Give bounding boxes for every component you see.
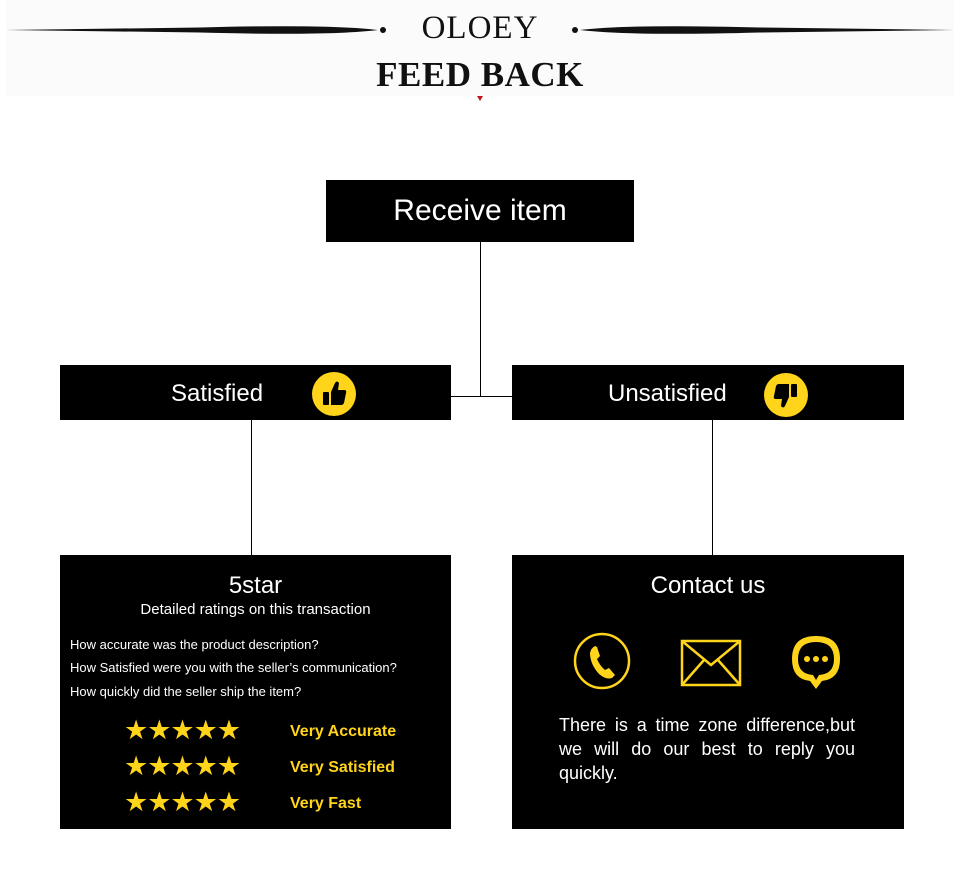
page-title: FEED BACK (376, 55, 584, 94)
satisfied-box (60, 365, 451, 420)
star-rating-communication: ★★★★★ (124, 751, 241, 781)
rating-label-communication: Very Satisfied (290, 759, 395, 776)
unsatisfied-box (512, 365, 904, 420)
rating-panel-title: 5star (228, 572, 283, 599)
satisfied-label: Satisfied (171, 380, 264, 407)
receive-item-box (326, 180, 634, 242)
phone-icon[interactable] (573, 632, 631, 690)
contact-message: There is a time zone difference,but we will do our best to reply you quickly. (559, 715, 855, 783)
question-communication: How Satisfied were you with the seller’s communication? (70, 660, 397, 675)
connector-satisfied-down (251, 420, 252, 555)
question-shipping: How quickly did the seller ship the item? (70, 684, 302, 699)
unsatisfied-label: Unsatisfied (608, 380, 727, 407)
question-accuracy: How accurate was the product description? (70, 637, 319, 652)
red-triangle-marker (477, 96, 483, 101)
rating-panel-subtitle: Detailed ratings on this transaction (140, 601, 371, 618)
brand-name: OLOEY (421, 10, 539, 46)
rating-panel (60, 555, 451, 829)
contact-panel (512, 555, 904, 829)
thumbs-down-icon (764, 373, 808, 417)
connector-unsatisfied-down (712, 420, 713, 555)
star-rating-shipping: ★★★★★ (124, 787, 241, 817)
receive-item-label: Receive item (393, 194, 567, 227)
contact-panel-title: Contact us (650, 572, 766, 599)
rating-label-shipping: Very Fast (290, 795, 362, 812)
thumbs-up-icon (312, 372, 356, 416)
connector-receive-down (480, 242, 481, 396)
connector-horizontal (451, 396, 512, 397)
rating-label-accuracy: Very Accurate (290, 723, 397, 740)
chat-bubble-icon[interactable] (789, 633, 843, 691)
star-rating-accuracy: ★★★★★ (124, 715, 241, 745)
envelope-icon[interactable] (680, 639, 742, 687)
